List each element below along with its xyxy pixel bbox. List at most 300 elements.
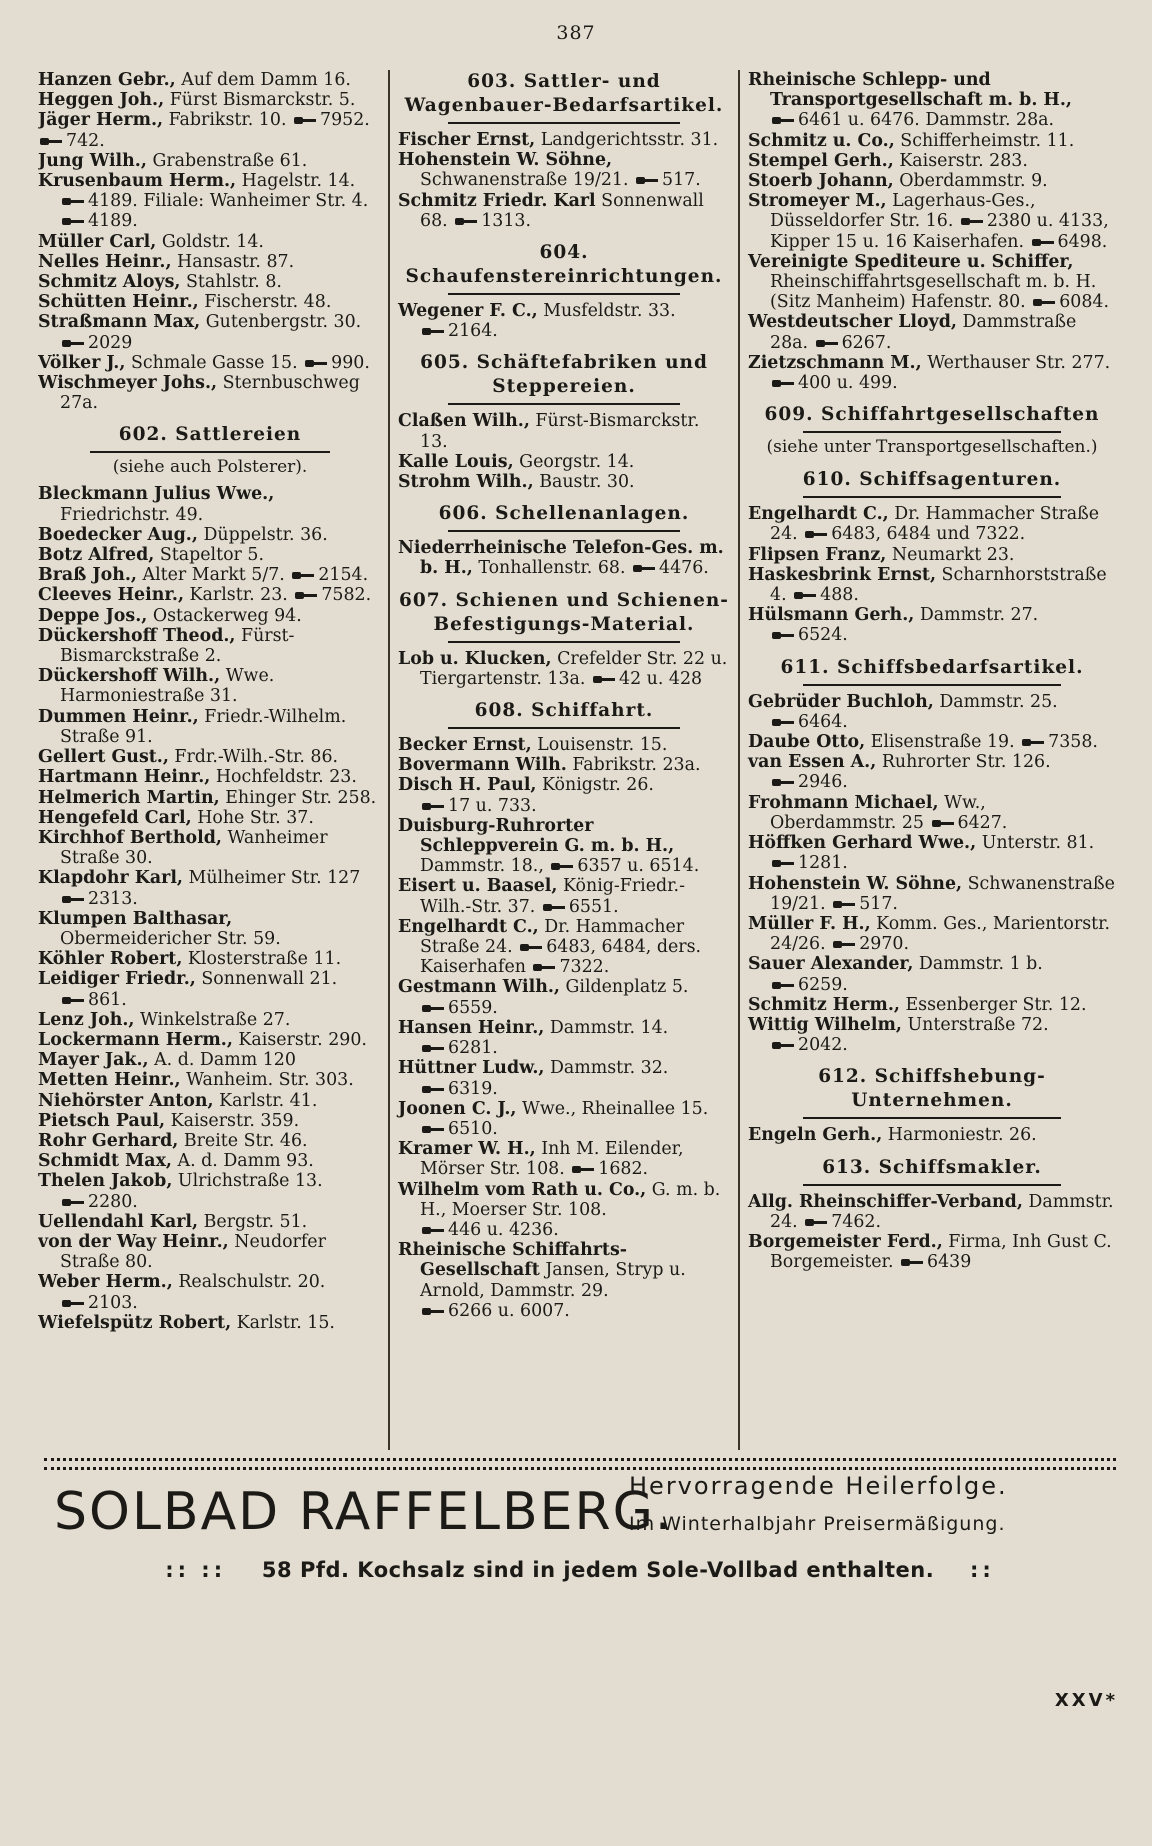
telephone-icon xyxy=(62,1198,84,1207)
entry-name: Schmitz Aloys, xyxy=(38,272,181,293)
entry-address: Stahlstr. 8. xyxy=(185,272,282,293)
entry-address: Musfeldstr. 33. xyxy=(543,301,676,322)
entry-address: Sternbuschweg 27a. xyxy=(60,373,360,414)
entry-name: Metten Heinr., xyxy=(38,1070,181,1091)
telephone-icon xyxy=(1033,298,1055,307)
entry-address: Dammstr. 32. xyxy=(549,1058,669,1079)
category-title: 605. Schäftefabriken und Steppereien. xyxy=(420,352,708,398)
ad-footer-text: 58 Pfd. Kochsalz sind in jedem Sole-Vollbad enthalten. xyxy=(261,1558,935,1582)
signature-mark: XXV* xyxy=(1054,1690,1118,1711)
entry-name: Schütten Heinr., xyxy=(38,292,199,313)
telephone-icon xyxy=(292,571,314,580)
entry-address: G. m. b. H., Moerser Str. 108. xyxy=(420,1179,721,1220)
phone-number: 6551. xyxy=(541,897,619,917)
category-subtitle: (siehe auch Polsterer). xyxy=(112,457,308,478)
directory-entry xyxy=(398,130,730,150)
telephone-icon xyxy=(805,530,827,539)
entry-address: Crefelder Str. 22 u. Tiergartenstr. 13a. xyxy=(420,648,728,689)
phone-number: 2380 u. 4133, xyxy=(959,211,1109,231)
entry-name: Leidiger Friedr., xyxy=(38,969,196,990)
phone-number: 990. xyxy=(303,353,370,373)
entry-name: Kirchhof Berthold, xyxy=(38,827,222,848)
entry-address: Mülheimer Str. 127 xyxy=(188,868,361,889)
directory-entry xyxy=(38,606,382,626)
entry-name: Müller Carl, xyxy=(38,231,157,252)
category-rule xyxy=(90,451,331,453)
telephone-icon xyxy=(772,981,794,990)
directory-entry xyxy=(748,995,1116,1015)
phone-number: 2970. xyxy=(831,934,909,954)
entry-name: Wittig Wilhelm, xyxy=(748,1014,902,1035)
entry-address: Landgerichtsstr. 31. xyxy=(540,130,719,150)
telephone-icon xyxy=(794,591,816,600)
telephone-icon xyxy=(833,900,855,909)
directory-entry xyxy=(38,545,382,565)
category-title: 606. Schellenanlagen. xyxy=(438,503,690,525)
phone-number: 7582. xyxy=(293,585,371,605)
entry-name: Claßen Wilh., xyxy=(398,411,530,432)
telephone-icon xyxy=(305,359,327,368)
phone-number: 517. xyxy=(634,170,701,190)
entry-address: Sonnenwall 68. xyxy=(420,190,704,231)
entry-name: Stoerb Johann, xyxy=(748,171,894,192)
entry-address: Inh M. Eilender, Mörser Str. 108. xyxy=(420,1139,684,1180)
telephone-icon xyxy=(62,996,84,1005)
phone-number: 6427. xyxy=(930,813,1008,833)
directory-entry xyxy=(38,1272,382,1312)
entry-address: Ww., Oberdammstr. 25 xyxy=(770,792,986,833)
category-rule xyxy=(803,1117,1061,1119)
directory-entry xyxy=(38,788,382,808)
category-title: 602. Sattlereien xyxy=(118,424,302,446)
category-rule xyxy=(448,530,680,532)
telephone-icon xyxy=(961,217,983,226)
entry-address: Goldstr. 14. xyxy=(161,231,264,252)
entry-address: Fischerstr. 48. xyxy=(204,292,332,313)
entry-name: Cleeves Heinr., xyxy=(38,585,185,606)
directory-entry xyxy=(38,909,382,949)
telephone-icon xyxy=(772,718,794,727)
entry-list-602 xyxy=(38,484,382,1333)
entry-name: Wilhelm vom Rath u. Co., xyxy=(398,1179,647,1200)
category-rule xyxy=(448,293,680,295)
column-middle xyxy=(388,70,738,1450)
telephone-icon xyxy=(422,1085,444,1094)
entry-name: Wischmeyer Johs., xyxy=(38,373,218,394)
entry-name: Köhler Robert, xyxy=(38,949,183,970)
entry-list-610 xyxy=(748,504,1116,645)
entry-name: Straßmann Max, xyxy=(38,312,201,333)
entry-name: Vereinigte Spediteure u. Schiffer, xyxy=(748,251,1074,272)
entry-address: Unterstraße 72. xyxy=(907,1014,1049,1035)
entry-address: Rheinschiffahrtsgesellschaft m. b. H. (Sitz Manheim) Hafenstr. 80. xyxy=(770,272,1097,313)
directory-entry xyxy=(38,1050,382,1070)
entry-address: Wanheim. Str. 303. xyxy=(186,1070,354,1091)
telephone-icon xyxy=(772,116,794,125)
directory-entry xyxy=(398,775,730,815)
directory-entry xyxy=(38,1171,382,1211)
telephone-icon xyxy=(772,631,794,640)
entry-address: Fabrikstr. 10. xyxy=(168,110,287,131)
phone-number: 400 u. 499. xyxy=(770,373,898,393)
directory-entry xyxy=(398,1139,730,1179)
entry-address: Grabenstraße 61. xyxy=(152,150,308,171)
phone-number: 6483, 6484, xyxy=(518,937,651,957)
entry-address: Essenberger Str. 12. xyxy=(905,994,1087,1015)
entry-name: Strohm Wilh., xyxy=(398,472,534,493)
phone-number: 6259. xyxy=(770,975,848,995)
entry-address: Dr. Hammacher Straße 24. xyxy=(420,916,685,958)
entry-list-top xyxy=(748,70,1116,393)
directory-entry xyxy=(748,504,1116,544)
entry-name: Wiefelspütz Robert, xyxy=(38,1312,232,1333)
category-609-header xyxy=(748,403,1116,458)
entry-list-611 xyxy=(748,692,1116,1056)
phone-number: 6281. xyxy=(420,1038,498,1058)
phone-number: 7952. xyxy=(292,110,370,130)
entry-address: Hagelstr. 14. xyxy=(241,171,356,192)
entry-address: Düppelstr. 36. xyxy=(203,524,328,545)
category-title: 612. Schiffshebung-Unternehmen. xyxy=(818,1066,1046,1112)
entry-name: Daube Otto, xyxy=(748,732,866,753)
column-left xyxy=(38,70,388,1450)
directory-entry xyxy=(748,545,1116,565)
telephone-icon xyxy=(62,217,84,226)
directory-entry xyxy=(748,1125,1116,1145)
entry-address: Fürst-Bismarckstr. 13. xyxy=(420,411,700,452)
entry-address: Wwe., Rheinallee 15. xyxy=(522,1098,709,1119)
phone-number: 2042. xyxy=(770,1035,848,1055)
phone-number: 6461 u. 6476. xyxy=(770,110,920,130)
phone-number: 742. xyxy=(38,131,105,151)
entry-address: Jansen, Stryp u. Arnold, Dammstr. 29. xyxy=(420,1260,686,1301)
category-rule xyxy=(448,122,680,124)
entry-address: Schifferheimstr. 11. xyxy=(900,130,1075,151)
entry-address: Elisenstraße 19. xyxy=(870,732,1015,753)
directory-entry xyxy=(398,735,730,755)
entry-address: A. d. Damm 93. xyxy=(177,1151,314,1172)
entry-address: Schwanenstraße 19/21. xyxy=(420,170,629,191)
telephone-icon xyxy=(901,1258,923,1267)
entry-address: Louisenstr. 15. xyxy=(537,735,668,756)
entry-name: Sauer Alexander, xyxy=(748,954,914,975)
phone-number: 6483, 6484 und 7322. xyxy=(803,524,1025,544)
directory-entry xyxy=(38,1091,382,1111)
phone-number: 6267. xyxy=(814,333,892,353)
entry-name: Gestmann Wilh., xyxy=(398,977,560,998)
entry-address: Dammstraße 28a. xyxy=(770,312,1077,353)
entry-address: Kipper 15 u. 16 Kaiserhafen. xyxy=(770,231,1024,252)
phone-number: 6439 xyxy=(899,1252,971,1272)
directory-entry xyxy=(38,969,382,1009)
phone-number: 2029 xyxy=(60,333,132,353)
entry-address: Königstr. 26. xyxy=(542,775,654,796)
entry-address: Obermeidericher Str. 59. xyxy=(60,928,281,949)
entry-address: Wwe. Harmoniestraße 31. xyxy=(60,666,275,707)
ad-brand: SOLBAD RAFFELBERG. xyxy=(54,1482,674,1542)
phone-number: 4476. xyxy=(631,558,709,578)
phone-number: 2164. xyxy=(420,321,498,341)
entry-address: Auf dem Damm 16. xyxy=(181,70,351,90)
entry-address: Hohe Str. 37. xyxy=(197,807,314,828)
category-title: 603. Sattler- und Wagenbauer-Bedarfsartikel. xyxy=(404,71,724,116)
category-613-header xyxy=(748,1156,1116,1186)
entry-address: Friedrichstr. 49. xyxy=(60,504,204,525)
directory-columns xyxy=(38,70,1116,1450)
entry-address: Fürst-Bismarckstraße 2. xyxy=(60,625,295,667)
entry-address: Hansastr. 87. xyxy=(177,251,295,272)
telephone-icon xyxy=(294,116,316,125)
entry-name: Bovermann Wilh. xyxy=(398,755,567,776)
category-603-header xyxy=(398,70,730,124)
entry-name: von der Way Heinr., xyxy=(38,1231,229,1252)
telephone-icon xyxy=(805,1218,827,1227)
category-title: 607. Schienen und Schienen-Befestigungs-Material. xyxy=(399,589,729,635)
entry-list-603 xyxy=(398,130,730,231)
entry-name: Mayer Jak., xyxy=(38,1050,149,1071)
directory-entry xyxy=(38,1151,382,1171)
entry-name: Uellendahl Karl, xyxy=(38,1211,199,1232)
entry-name: Müller F. H., xyxy=(748,913,871,934)
phone-number: 488. xyxy=(792,585,859,605)
category-rule xyxy=(803,431,1061,433)
entry-name: Hengefeld Carl, xyxy=(38,807,192,828)
telephone-icon xyxy=(422,1004,444,1013)
entry-address: Fabrikstr. 23a. xyxy=(572,755,701,776)
entry-name: Allg. Rheinschiffer-Verband, xyxy=(748,1191,1023,1212)
entry-address: Baustr. 30. xyxy=(539,472,635,493)
category-602-header xyxy=(38,423,382,478)
directory-entry xyxy=(38,1030,382,1050)
category-title: 613. Schiffsmakler. xyxy=(822,1156,1042,1178)
entry-address: Karlstr. 41. xyxy=(219,1090,318,1111)
directory-entry xyxy=(748,605,1116,645)
entry-name: Westdeutscher Lloyd, xyxy=(748,312,957,333)
entry-address: Lagerhaus-Ges., Düsseldorfer Str. 16. xyxy=(770,191,1036,232)
category-611-header xyxy=(748,656,1116,686)
directory-entry xyxy=(748,151,1116,171)
category-605-header xyxy=(398,351,730,405)
phone-number: 2154. xyxy=(290,565,368,585)
telephone-icon xyxy=(816,339,838,348)
phone-number: 1682. xyxy=(570,1159,648,1179)
directory-entry xyxy=(38,70,382,90)
directory-entry xyxy=(398,1240,730,1321)
telephone-icon xyxy=(533,963,555,972)
entry-name: Boedecker Aug., xyxy=(38,524,198,545)
entry-name: Hohenstein W. Söhne, xyxy=(398,150,613,171)
directory-entry xyxy=(38,232,382,252)
telephone-icon xyxy=(772,379,794,388)
column-right xyxy=(738,70,1116,1450)
telephone-icon xyxy=(1022,738,1044,747)
entry-name: Dückershoff Wilh., xyxy=(38,666,221,687)
directory-entry xyxy=(38,747,382,767)
phone-number: 861. xyxy=(60,990,127,1010)
telephone-icon xyxy=(551,862,573,871)
entry-name: Rheinische Schlepp- und Transportgesellschaft m. b. H., xyxy=(748,70,1072,111)
directory-entry xyxy=(38,312,382,352)
telephone-icon xyxy=(40,137,62,146)
entry-name: Becker Ernst, xyxy=(398,735,532,756)
telephone-icon xyxy=(1032,238,1054,247)
directory-entry xyxy=(748,752,1116,792)
entry-address: Friedr.-Wilhelm. Straße 91. xyxy=(60,706,347,747)
directory-entry xyxy=(748,1232,1116,1272)
directory-entry xyxy=(748,131,1116,151)
phone-number: 517. xyxy=(831,894,898,914)
entry-address: Filiale: Wanheimer Str. 4. xyxy=(143,191,369,212)
directory-entry xyxy=(748,914,1116,954)
entry-name: Deppe Jos., xyxy=(38,605,148,626)
phone-number: 6510. xyxy=(420,1119,498,1139)
entry-name: Heggen Joh., xyxy=(38,90,165,111)
directory-entry xyxy=(38,1131,382,1151)
directory-entry xyxy=(38,1111,382,1131)
entry-name: Lenz Joh., xyxy=(38,1009,135,1030)
directory-entry xyxy=(38,828,382,868)
telephone-icon xyxy=(543,903,565,912)
entry-address: Kaiserstr. 283. xyxy=(899,150,1028,171)
entry-address: Kaiserstr. 290. xyxy=(238,1029,367,1050)
directory-entry xyxy=(38,1010,382,1030)
phone-number: 1281. xyxy=(770,853,848,873)
phone-number: 2946. xyxy=(770,772,848,792)
entry-address: Firma, Inh Gust C. Borgemeister. xyxy=(770,1231,1112,1273)
directory-entry xyxy=(38,1070,382,1090)
directory-entry xyxy=(38,585,382,605)
directory-entry xyxy=(38,666,382,706)
entry-address: Komm. Ges., Marientorstr. 24/26. xyxy=(770,913,1111,955)
directory-entry xyxy=(398,150,730,190)
entry-name: Bleckmann Julius Wwe., xyxy=(38,484,275,505)
directory-entry xyxy=(398,1058,730,1098)
entry-address: Gildenplatz 5. xyxy=(565,977,689,998)
entry-address: Oberdammstr. 9. xyxy=(899,171,1048,192)
entry-address: Sonnenwall 21. xyxy=(201,969,338,990)
entry-name: Jäger Herm., xyxy=(38,110,164,131)
entry-name: Hüttner Ludw., xyxy=(398,1058,545,1079)
telephone-icon xyxy=(422,327,444,336)
directory-entry xyxy=(38,373,382,413)
entry-name: Fischer Ernst, xyxy=(398,130,536,150)
telephone-icon xyxy=(422,1226,444,1235)
directory-entry xyxy=(398,191,730,231)
directory-entry xyxy=(748,312,1116,352)
entry-name: van Essen A., xyxy=(748,752,877,773)
directory-entry xyxy=(38,868,382,908)
entry-name: Joonen C. J., xyxy=(398,1098,517,1119)
entry-address: Gutenbergstr. 30. xyxy=(205,312,362,333)
phone-number: 7358. xyxy=(1020,732,1098,752)
entry-name: Borgemeister Ferd., xyxy=(748,1231,943,1252)
directory-entry xyxy=(398,411,730,451)
entry-list-607 xyxy=(398,649,730,689)
directory-entry xyxy=(38,272,382,292)
directory-entry xyxy=(398,816,730,877)
directory-entry xyxy=(398,649,730,689)
directory-entry xyxy=(38,151,382,171)
telephone-icon xyxy=(772,859,794,868)
phone-number: 6357 u. 6514. xyxy=(549,856,699,876)
entry-address: Harmoniestr. 26. xyxy=(887,1125,1037,1146)
phone-number: 2280. xyxy=(60,1192,138,1212)
entry-address: Wanheimer Straße 30. xyxy=(60,827,328,869)
directory-entry xyxy=(38,949,382,969)
telephone-icon xyxy=(62,339,84,348)
telephone-icon xyxy=(833,940,855,949)
entry-address: Hochfeldstr. 23. xyxy=(215,767,357,788)
entry-name: Pietsch Paul, xyxy=(38,1110,166,1131)
ad-ornament-right: :: xyxy=(970,1558,995,1582)
directory-entry xyxy=(38,626,382,666)
directory-entry xyxy=(748,692,1116,732)
telephone-icon xyxy=(62,1299,84,1308)
category-title: 608. Schiffahrt. xyxy=(474,700,654,722)
entry-name: Jung Wilh., xyxy=(38,150,147,171)
entry-address: Dammstr. 27. xyxy=(919,605,1039,626)
category-rule xyxy=(803,1184,1061,1186)
ad-tagline-1: Hervorragende Heilerfolge. xyxy=(629,1472,1008,1500)
category-title: 604. Schaufenstereinrichtungen. xyxy=(405,242,723,288)
entry-list-top xyxy=(38,70,382,413)
telephone-icon xyxy=(520,943,542,952)
directory-entry xyxy=(38,565,382,585)
category-608-header xyxy=(398,699,730,729)
telephone-icon xyxy=(593,675,615,684)
entry-name: Botz Alfred, xyxy=(38,545,155,566)
entry-name: Engelhardt C., xyxy=(398,916,539,937)
entry-name: Thelen Jakob, xyxy=(38,1171,173,1192)
directory-entry xyxy=(38,252,382,272)
entry-name: Weber Herm., xyxy=(38,1272,173,1293)
entry-address: Breite Str. 46. xyxy=(183,1130,308,1151)
entry-name: Niehörster Anton, xyxy=(38,1090,214,1111)
directory-entry xyxy=(398,1018,730,1058)
directory-entry xyxy=(38,484,382,524)
directory-entry xyxy=(38,353,382,373)
directory-entry xyxy=(38,131,382,151)
entry-name: Helmerich Martin, xyxy=(38,787,220,808)
phone-number: 6319. xyxy=(420,1079,498,1099)
entry-address: Alter Markt 5/7. xyxy=(142,565,285,586)
telephone-icon xyxy=(295,591,317,600)
directory-entry xyxy=(748,1015,1116,1055)
entry-address: Werthauser Str. 277. xyxy=(927,352,1111,373)
entry-address: Ruhrorter Str. 126. xyxy=(881,752,1051,773)
entry-address: Neudorfer Straße 80. xyxy=(60,1231,326,1273)
telephone-icon xyxy=(932,819,954,828)
entry-list-606 xyxy=(398,538,730,578)
entry-name: Nelles Heinr., xyxy=(38,251,172,272)
entry-address: Tonhallenstr. 68. xyxy=(478,558,626,579)
page-number: 387 xyxy=(556,22,596,44)
directory-entry xyxy=(748,874,1116,914)
entry-name: Gellert Gust., xyxy=(38,747,169,768)
entry-address: König-Friedr.-Wilh.-Str. 37. xyxy=(420,876,685,917)
directory-entry xyxy=(748,793,1116,833)
entry-name: Hohenstein W. Söhne, xyxy=(748,873,963,894)
phone-number: 6464. xyxy=(770,712,848,732)
entry-address: Unterstr. 81. xyxy=(981,833,1095,854)
directory-entry xyxy=(398,977,730,1017)
ad-footer xyxy=(44,1558,1116,1582)
entry-address: A. d. Damm 120 xyxy=(154,1050,296,1071)
entry-name: Gebrüder Buchloh, xyxy=(748,691,934,712)
directory-entry xyxy=(748,353,1116,393)
entry-name: Stromeyer M., xyxy=(748,191,887,212)
entry-name: Hanzen Gebr., xyxy=(38,70,176,90)
